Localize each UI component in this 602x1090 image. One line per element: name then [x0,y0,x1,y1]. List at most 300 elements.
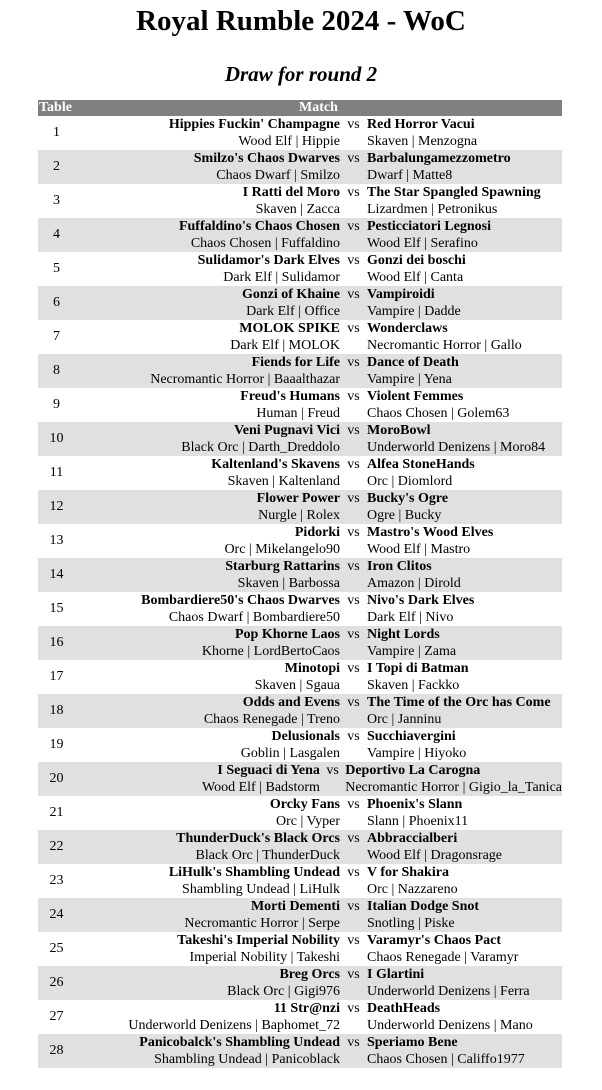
vs-label: vs [347,457,360,472]
home-team-info: Underworld Denizens | Baphomet_72 [128,1018,340,1033]
home-team-name: Pidorki [294,525,340,540]
match [75,184,562,218]
home-side [75,150,342,184]
away-team-info: Vampire | Dadde [367,304,461,319]
home-team-info: Chaos Renegade | Treno [203,712,340,727]
home-side [75,796,342,830]
home-side [75,286,342,320]
vs-label: vs [347,1001,360,1016]
away-side [365,456,562,490]
match [75,286,562,320]
away-team-info: Skaven | Menzogna [367,134,478,149]
home-team-info: Skaven | Kaltenland [227,474,340,489]
table-number: 15 [49,601,64,616]
vs-label: vs [326,763,339,778]
away-team-name: DeathHeads [367,1001,441,1016]
home-team-name: Sulidamor's Dark Elves [197,253,340,268]
home-team-info: Shambling Undead | LiHulk [182,882,340,897]
match-cell [75,626,562,660]
away-team-info: Slann | Phoenix11 [367,814,469,829]
match-cell [75,150,562,184]
vs-label: vs [347,967,360,982]
home-team-info: Dark Elf | Office [246,304,340,319]
table-number: 16 [38,626,75,660]
header-match: Match [75,100,562,116]
vs-label: vs [347,831,360,846]
vs-label: vs [347,525,360,540]
away-team-info: Underworld Denizens | Ferra [367,984,530,999]
away-side [365,898,562,932]
home-team-name: Delusionals [271,729,340,744]
away-side [365,694,562,728]
header-row [38,100,562,116]
away-team-name: The Time of the Orc has Come [367,695,551,710]
away-side [365,932,562,966]
match-row [38,660,562,694]
table-number: 22 [38,830,75,864]
away-team-info: Orc | Nazzareno [367,882,458,897]
away-side [365,388,562,422]
home-side [75,728,342,762]
away-side [365,592,562,626]
draw-table [38,100,562,1068]
home-team-name: Minotopi [284,661,340,676]
match [75,320,562,354]
home-team-name: Freud's Humans [240,389,340,404]
home-side [75,966,342,1000]
home-team-name: Hippies Fuckin' Champagne [168,117,340,132]
match-cell [75,830,562,864]
home-team-name: Gonzi of Khaine [241,287,340,302]
vs-label: vs [347,729,360,744]
home-team-info: Necromantic Horror | Serpe [184,916,340,931]
match-row [38,388,562,422]
home-side [75,762,322,796]
match-cell [75,320,562,354]
home-side [75,660,342,694]
home-team-name: Odds and Evens [242,695,340,710]
away-team-info: Lizardmen | Petronikus [367,202,498,217]
away-team-name: Phoenix's Slann [367,797,463,812]
home-side [75,184,342,218]
home-team-info: Chaos Chosen | Fuffaldino [190,236,340,251]
away-team-name: Varamyr's Chaos Pact [367,933,502,948]
home-side [75,864,342,898]
table-number: 19 [49,737,64,752]
match-cell [75,558,562,592]
match-row [38,728,562,762]
away-side [365,1000,562,1034]
away-team-name: Succhiavergini [367,729,456,744]
match [75,694,562,728]
home-team-name: LiHulk's Shambling Undead [168,865,340,880]
away-team-info: Vampire | Zama [367,644,457,659]
away-team-info: Skaven | Fackko [367,678,460,693]
vs-label: vs [347,933,360,948]
match-row [38,898,562,932]
away-team-info: Wood Elf | Canta [367,270,464,285]
away-team-name: Iron Clitos [367,559,432,574]
match [75,626,562,660]
away-team-info: Vampire | Yena [367,372,452,387]
match-cell [75,966,562,1000]
match-row [38,286,562,320]
page-title: Royal Rumble 2024 - WoC [136,5,466,37]
away-team-info: Dark Elf | Nivo [367,610,454,625]
match-row [38,932,562,966]
away-team-name: V for Shakira [367,865,449,880]
table-number: 12 [38,490,75,524]
home-team-info: Skaven | Barbossa [237,576,340,591]
home-side [75,524,342,558]
match [75,354,562,388]
match-row [38,252,562,286]
away-team-name: I Glartini [367,967,425,982]
match-cell [75,796,562,830]
away-team-name: Nivo's Dark Elves [367,593,475,608]
vs-label: vs [347,797,360,812]
match [75,456,562,490]
home-team-info: Wood Elf | Hippie [238,134,340,149]
match-row [38,150,562,184]
home-side [75,116,342,150]
vs-label: vs [347,491,360,506]
home-team-name: 11 Str@nzi [273,1001,340,1016]
table-number: 23 [49,873,64,888]
away-side [365,354,562,388]
vs-label: vs [347,253,360,268]
away-team-name: Speriamo Bene [367,1035,458,1050]
away-team-name: Pesticciatori Legnosi [367,219,492,234]
match-cell [75,252,562,286]
away-team-info: Chaos Renegade | Varamyr [367,950,519,965]
home-side [75,490,342,524]
match-row [38,422,562,456]
match-row [38,184,562,218]
match-cell [75,932,562,966]
away-team-name: The Star Spangled Spawning [367,185,541,200]
home-team-info: Orc | Vyper [276,814,340,829]
match [75,932,562,966]
table-number: 13 [49,533,64,548]
table-number: 6 [38,286,75,320]
match [75,116,562,150]
home-side [75,456,342,490]
away-team-name: Night Lords [367,627,440,642]
home-side [75,898,342,932]
vs-label: vs [347,219,360,234]
match-cell [75,218,562,252]
vs-label: vs [347,865,360,880]
away-team-name: Vampiroidi [367,287,435,302]
table-number: 4 [38,218,75,252]
away-team-name: Gonzi dei boschi [367,253,466,268]
table-number: 11 [49,465,64,480]
home-team-name: Morti Dementi [250,899,340,914]
home-side [75,592,342,626]
table-number: 14 [38,558,75,592]
match-row [38,762,562,796]
away-side [365,116,562,150]
away-side [365,218,562,252]
match-row [38,354,562,388]
match [75,252,562,286]
home-team-name: MOLOK SPIKE [239,321,340,336]
home-side [75,388,342,422]
match-cell [75,660,562,694]
home-team-info: Dark Elf | Sulidamor [223,270,340,285]
table-number: 27 [49,1009,64,1024]
away-team-info: Chaos Chosen | Golem63 [367,406,510,421]
home-team-info: Orc | Mikelangelo90 [224,542,340,557]
away-team-info: Orc | Janninu [367,712,442,727]
home-team-info: Skaven | Zacca [255,202,340,217]
home-side [75,252,342,286]
table-number: 26 [38,966,75,1000]
away-side [365,490,562,524]
vs-label: vs [347,593,360,608]
match-cell [75,864,562,898]
match-cell [75,524,562,558]
match-row [38,864,562,898]
home-side [75,558,342,592]
home-team-name: Fuffaldino's Chaos Chosen [178,219,340,234]
home-team-name: Breg Orcs [279,967,340,982]
match-row [38,524,562,558]
match-row [38,320,562,354]
away-team-name: Red Horror Vacui [367,117,475,132]
vs-label: vs [347,899,360,914]
away-side [365,830,562,864]
match-row [38,116,562,150]
home-side [75,320,342,354]
away-team-name: I Topi di Batman [367,661,469,676]
match-cell [75,728,562,762]
home-team-info: Skaven | Sgaua [254,678,340,693]
match [75,388,562,422]
table-number: 24 [38,898,75,932]
table-number: 21 [49,805,64,820]
vs-label: vs [347,627,360,642]
home-team-name: Orcky Fans [269,797,340,812]
home-team-info: Wood Elf | Badstorm [201,780,320,795]
match [75,218,562,252]
away-team-info: Underworld Denizens | Mano [367,1018,533,1033]
table-number: 8 [38,354,75,388]
table-number: 7 [53,329,60,344]
vs-label: vs [347,423,360,438]
vs-label: vs [347,389,360,404]
home-team-name: Bombardiere50's Chaos Dwarves [141,593,340,608]
vs-label: vs [347,185,360,200]
match [75,1034,562,1068]
match-cell [75,422,562,456]
home-side [75,830,342,864]
match-row [38,1034,562,1068]
home-team-name: I Seguaci di Yena [217,763,320,778]
away-team-info: Necromantic Horror | Gallo [367,338,522,353]
home-side [75,626,342,660]
away-team-info: Snotling | Piske [367,916,455,931]
away-team-name: MoroBowl [367,423,431,438]
away-side [365,524,562,558]
home-team-name: Panicobalck's Shambling Undead [139,1035,340,1050]
vs-label: vs [347,1035,360,1050]
away-team-name: Barbalungamezzometro [367,151,511,166]
table-number: 9 [53,397,60,412]
away-team-info: Necromantic Horror | Gigio_la_Tanica [345,780,562,795]
home-team-name: I Ratti del Moro [242,185,340,200]
match [75,150,562,184]
home-team-name: Smilzo's Chaos Dwarves [193,151,340,166]
vs-label: vs [347,117,360,132]
vs-label: vs [347,355,360,370]
match-cell [75,354,562,388]
away-team-info: Chaos Chosen | Califfo1977 [367,1052,525,1067]
away-side [365,626,562,660]
home-side [75,218,342,252]
table-number: 28 [38,1034,75,1068]
away-side [343,762,562,796]
match-cell [75,388,562,422]
away-side [365,184,562,218]
match [75,728,562,762]
home-team-info: Nurgle | Rolex [258,508,340,523]
home-side [75,694,342,728]
table-number: 10 [38,422,75,456]
home-team-info: Human | Freud [256,406,340,421]
home-team-info: Black Orc | Darth_Dreddolo [181,440,340,455]
home-team-info: Black Orc | Gigi976 [227,984,340,999]
home-side [75,354,342,388]
away-team-info: Dwarf | Matte8 [367,168,453,183]
away-team-name: Wonderclaws [367,321,448,336]
home-team-info: Shambling Undead | Panicoblack [154,1052,340,1067]
match-cell [75,184,562,218]
away-team-name: Mastro's Wood Elves [367,525,494,540]
away-team-name: Violent Femmes [367,389,464,404]
match-cell [75,1034,562,1068]
match-cell [75,592,562,626]
match-cell [75,1000,562,1034]
away-side [365,252,562,286]
vs-label: vs [347,695,360,710]
away-team-info: Wood Elf | Serafino [367,236,478,251]
home-team-name: Veni Pugnavi Vici [233,423,340,438]
home-team-info: Chaos Dwarf | Smilzo [216,168,340,183]
table-number: 3 [53,193,60,208]
match [75,422,562,456]
away-side [365,660,562,694]
home-team-info: Goblin | Lasgalen [240,746,340,761]
away-team-name: Abbraccialberi [367,831,458,846]
away-team-info: Wood Elf | Mastro [367,542,471,557]
draw-body [38,116,562,1068]
away-side [365,286,562,320]
match [75,1000,562,1034]
vs-label: vs [347,661,360,676]
away-team-name: Deportivo La Carogna [345,763,481,778]
home-side [75,1034,342,1068]
round-title: Draw for round 2 [224,62,378,86]
vs-label: vs [347,321,360,336]
home-team-info: Necromantic Horror | Baaalthazar [150,372,340,387]
match [75,558,562,592]
match [75,660,562,694]
match-cell [75,898,562,932]
table-number: 1 [53,125,60,140]
home-team-name: Fiends for Life [251,355,340,370]
table-number: 18 [38,694,75,728]
table-number: 25 [49,941,64,956]
home-team-name: ThunderDuck's Black Orcs [176,831,340,846]
match-cell [75,456,562,490]
match [75,864,562,898]
match-row [38,456,562,490]
home-team-info: Chaos Dwarf | Bombardiere50 [168,610,340,625]
vs-label: vs [347,151,360,166]
away-team-info: Ogre | Bucky [367,508,442,523]
table-number: 20 [38,762,75,796]
home-side [75,422,342,456]
match [75,592,562,626]
away-side [365,864,562,898]
home-team-name: Starburg Rattarins [225,559,340,574]
match-cell [75,762,562,796]
away-side [365,320,562,354]
table-number: 17 [49,669,64,684]
away-team-info: Underworld Denizens | Moro84 [367,440,546,455]
match-cell [75,490,562,524]
match-row [38,626,562,660]
away-side [365,728,562,762]
match [75,762,562,796]
away-side [365,558,562,592]
vs-label: vs [347,287,360,302]
away-team-name: Italian Dodge Snot [367,899,480,914]
header-table: Table [38,100,75,116]
home-team-info: Khorne | LordBertoCaos [201,644,340,659]
match [75,524,562,558]
match-row [38,830,562,864]
table-number: 5 [53,261,60,276]
vs-label: vs [347,559,360,574]
home-side [75,1000,342,1034]
match [75,830,562,864]
match-row [38,490,562,524]
match-row [38,966,562,1000]
home-team-name: Flower Power [256,491,340,506]
away-team-info: Wood Elf | Dragonsrage [367,848,503,863]
home-team-info: Imperial Nobility | Takeshi [189,950,340,965]
away-team-name: Dance of Death [367,355,459,370]
match-row [38,592,562,626]
away-team-name: Alfea StoneHands [367,457,475,472]
home-team-name: Pop Khorne Laos [234,627,340,642]
match-row [38,694,562,728]
match-row [38,218,562,252]
match-cell [75,116,562,150]
away-team-info: Amazon | Dirold [367,576,461,591]
match-row [38,1000,562,1034]
home-team-name: Takeshi's Imperial Nobility [177,933,340,948]
match [75,898,562,932]
home-team-name: Kaltenland's Skavens [211,457,340,472]
match [75,490,562,524]
match-row [38,558,562,592]
away-team-info: Orc | Diomlord [367,474,453,489]
home-team-info: Black Orc | ThunderDuck [195,848,340,863]
